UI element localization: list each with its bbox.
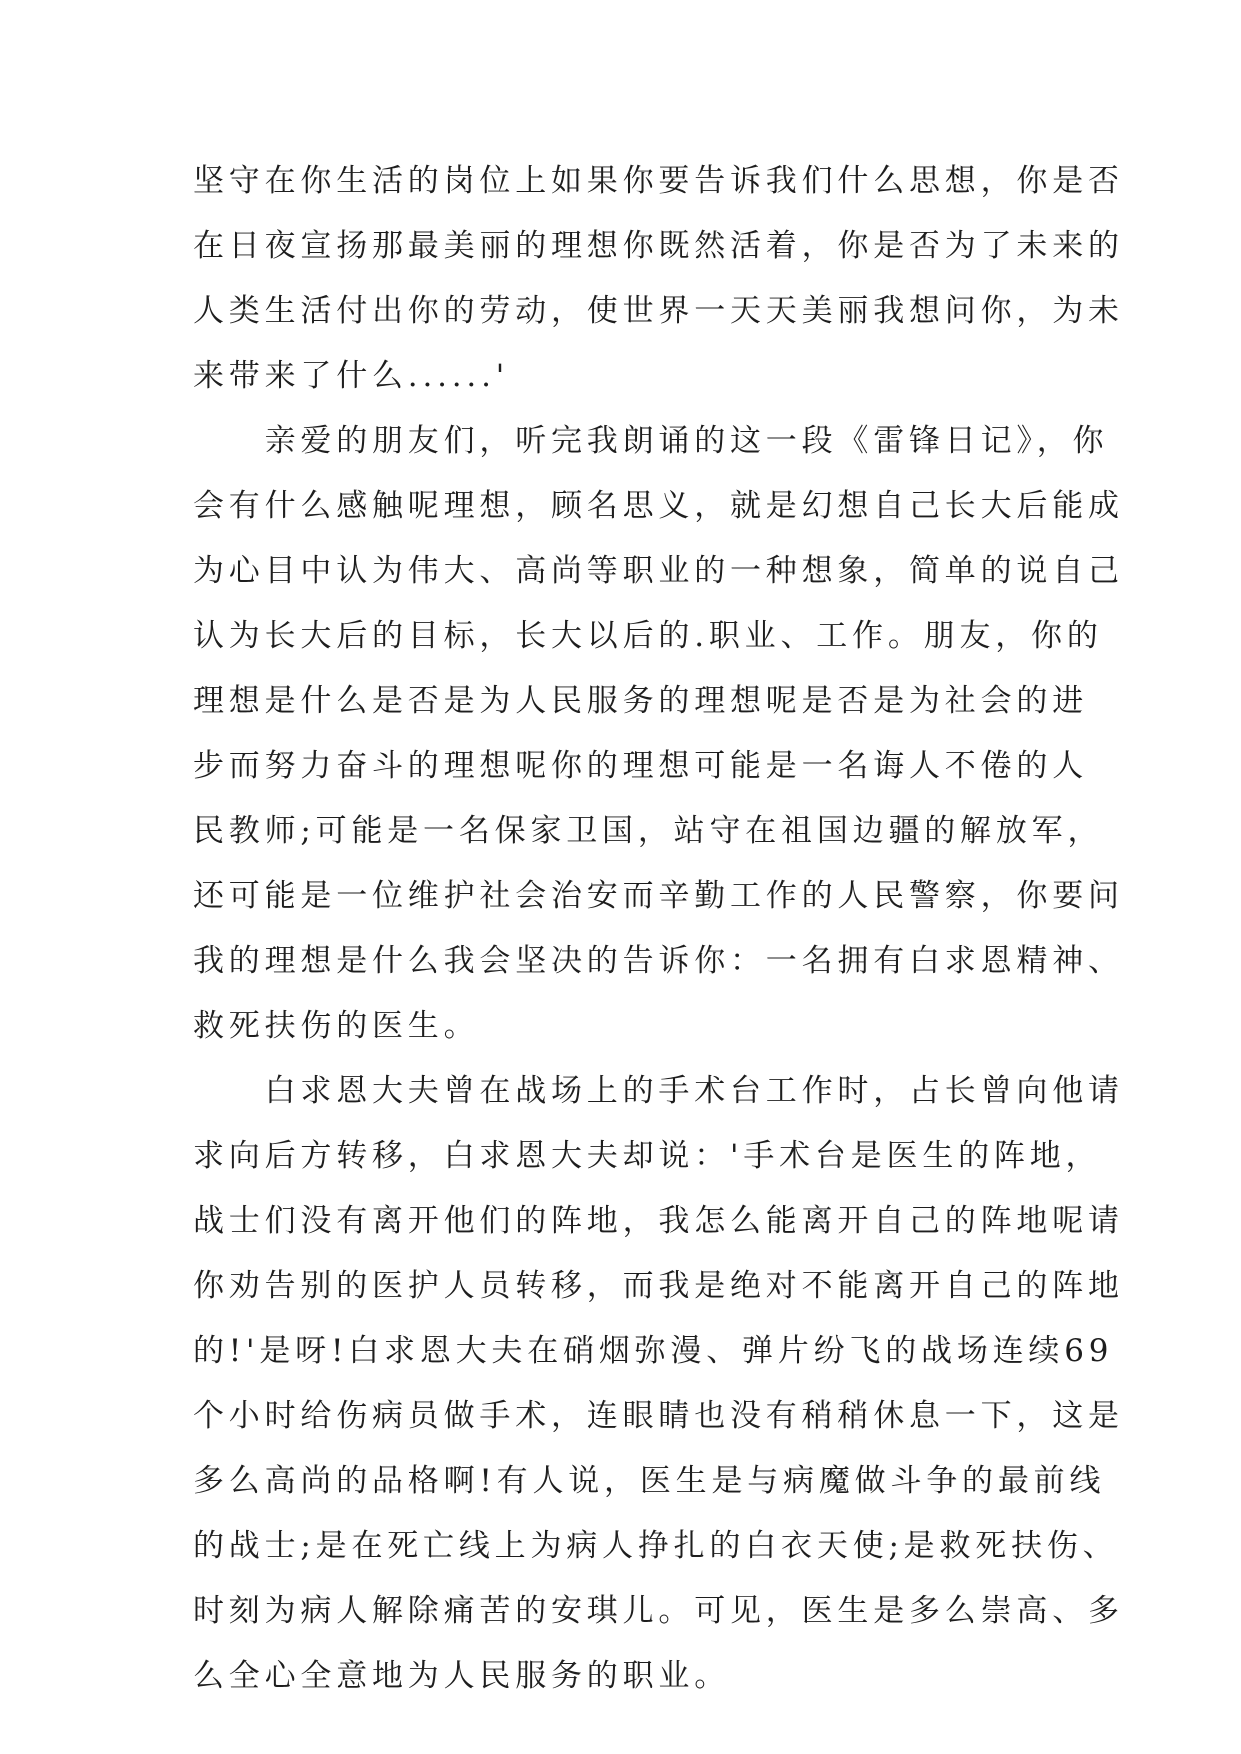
- text-line: 我的理想是什么我会坚决的告诉你：一名拥有白求恩精神、: [193, 943, 1124, 979]
- text-line: 还可能是一位维护社会治安而辛勤工作的人民警察，你要问: [193, 878, 1124, 914]
- text-line: 多么高尚的品格啊!有人说，医生是与病魔做斗争的最前线: [193, 1463, 1106, 1499]
- text-line: 你劝告别的医护人员转移，而我是绝对不能离开自己的阵地: [193, 1268, 1124, 1304]
- text-line: 么全心全意地为人民服务的职业。: [193, 1658, 730, 1694]
- text-line: 为心目中认为伟大、高尚等职业的一种想象，简单的说自己: [193, 553, 1124, 589]
- text-line: 会有什么感触呢理想，顾名思义，就是幻想自己长大后能成: [193, 488, 1124, 524]
- text-line: 民教师;可能是一名保家卫国，站守在祖国边疆的解放军，: [193, 813, 1104, 849]
- text-line: 求向后方转移，白求恩大夫却说：'手术台是医生的阵地，: [193, 1138, 1102, 1174]
- text-line: 救死扶伤的医生。: [193, 1008, 480, 1044]
- text-line: 坚守在你生活的岗位上如果你要告诉我们什么思想，你是否: [193, 163, 1124, 199]
- text-line: 个小时给伤病员做手术，连眼睛也没有稍稍休息一下，这是: [193, 1398, 1124, 1434]
- text-line: 的战士;是在死亡线上为病人挣扎的白衣天使;是救死扶伤、: [193, 1528, 1119, 1564]
- text-line: 认为长大后的目标，长大以后的.职业、工作。朋友，你的: [193, 618, 1103, 654]
- paragraph-first-line: 白求恩大夫曾在战场上的手术台工作时，占长曾向他请: [193, 1073, 1124, 1109]
- text-line: 在日夜宣扬那最美丽的理想你既然活着，你是否为了未来的: [193, 228, 1124, 264]
- text-line: 人类生活付出你的劳动，使世界一天天美丽我想问你，为未: [193, 293, 1124, 329]
- paragraph-first-line: 亲爱的朋友们，听完我朗诵的这一段《雷锋日记》，你: [193, 423, 1109, 459]
- text-line: 时刻为病人解除痛苦的安琪儿。可见，医生是多么崇高、多: [193, 1593, 1124, 1629]
- text-line: 来带来了什么......': [193, 358, 510, 394]
- text-line: 理想是什么是否是为人民服务的理想呢是否是为社会的进: [193, 683, 1088, 719]
- text-line: 步而努力奋斗的理想呢你的理想可能是一名诲人不倦的人: [193, 748, 1088, 784]
- body-text: [193, 149, 1124, 1709]
- text-line: 的!'是呀!白求恩大夫在硝烟弥漫、弹片纷飞的战场连续69: [193, 1333, 1114, 1369]
- text-line: 战士们没有离开他们的阵地，我怎么能离开自己的阵地呢请: [193, 1203, 1124, 1239]
